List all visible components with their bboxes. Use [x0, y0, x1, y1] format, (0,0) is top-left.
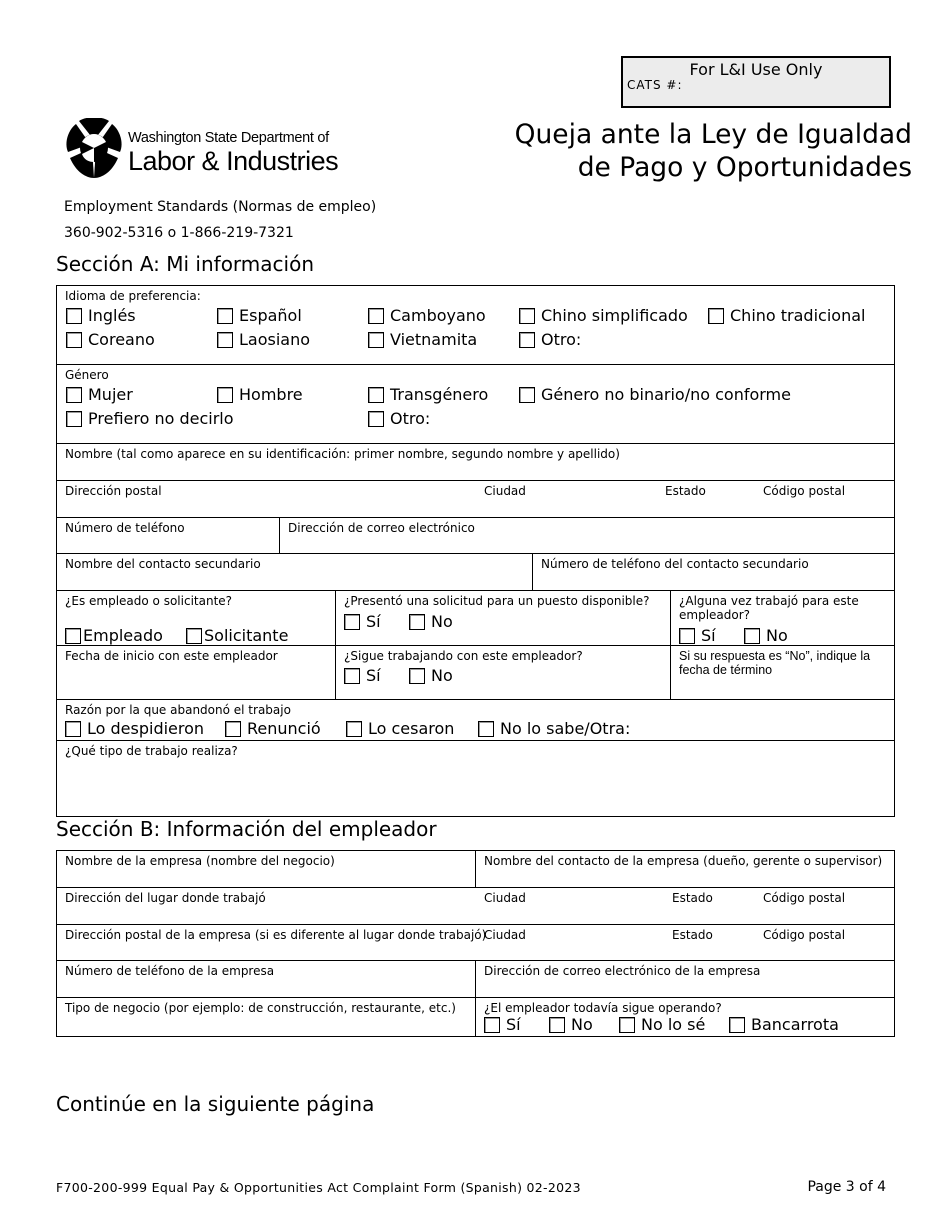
checkbox[interactable]: [217, 332, 233, 348]
zip-label: Código postal: [763, 484, 846, 498]
work-type-field[interactable]: ¿Qué tipo de trabajo realiza?: [57, 741, 895, 817]
applied-yes-option[interactable]: Sí: [344, 612, 381, 631]
checkbox[interactable]: [344, 668, 360, 684]
operating-yes-option[interactable]: Sí: [484, 1015, 521, 1034]
worked-no-option[interactable]: No: [744, 626, 788, 645]
checkbox[interactable]: [65, 628, 81, 644]
gender-transgender-option[interactable]: Transgénero: [368, 385, 488, 404]
checkbox[interactable]: [186, 628, 202, 644]
checkbox[interactable]: [549, 1017, 565, 1033]
email-field[interactable]: Dirección de correo electrónico: [280, 518, 895, 554]
checkbox[interactable]: [368, 411, 384, 427]
checkbox[interactable]: [66, 411, 82, 427]
reason-quit-option[interactable]: Renunció: [225, 719, 321, 738]
lang-korean-option[interactable]: Coreano: [66, 330, 155, 349]
checkbox[interactable]: [519, 387, 535, 403]
reason-fired-option[interactable]: Lo despidieron: [65, 719, 204, 738]
applied-position-cell: ¿Presentó una solicitud para un puesto disponible? Sí No: [336, 591, 671, 646]
form-footer: F700-200-999 Equal Pay & Opportunities Act Complaint Form (Spanish) 02-2023: [56, 1180, 581, 1195]
checkbox[interactable]: [368, 332, 384, 348]
language-cell: [57, 286, 895, 365]
reason-other-option[interactable]: No lo sabe/Otra:: [478, 719, 630, 738]
checkbox[interactable]: [519, 308, 535, 324]
page-number: Page 3 of 4: [807, 1179, 886, 1195]
city-label: Ciudad: [484, 484, 526, 498]
lang-vietnamese-option[interactable]: Vietnamita: [368, 330, 477, 349]
business-type-field[interactable]: Tipo de negocio (por ejemplo: de construcción, restaurante, etc.): [57, 998, 476, 1037]
division-name: Employment Standards (Normas de empleo): [64, 199, 377, 215]
section-a-heading: Sección A: Mi información: [56, 252, 314, 276]
gender-male-option[interactable]: Hombre: [217, 385, 303, 404]
section-b-heading: Sección B: Información del empleador: [56, 817, 437, 841]
lni-logo-icon: [64, 118, 124, 180]
lang-chinese-simplified-option[interactable]: Chino simplificado: [519, 306, 688, 325]
checkbox[interactable]: [484, 1017, 500, 1033]
checkbox[interactable]: [729, 1017, 745, 1033]
checkbox[interactable]: [744, 628, 760, 644]
operating-bankrupt-option[interactable]: Bancarrota: [729, 1015, 839, 1034]
checkbox[interactable]: [66, 308, 82, 324]
lang-other-option[interactable]: Otro:: [519, 330, 581, 349]
checkbox[interactable]: [217, 387, 233, 403]
still-operating-cell: ¿El empleador todavía sigue operando? Sí No No lo sé Bancarrota: [476, 998, 895, 1037]
contact-phone: 360-902-5316 o 1-866-219-7321: [64, 225, 294, 241]
work-address-field[interactable]: Dirección del lugar donde trabajó Ciudad Estado Código postal: [57, 888, 895, 925]
checkbox[interactable]: [217, 308, 233, 324]
checkbox[interactable]: [344, 614, 360, 630]
still-working-cell: ¿Sigue trabajando con este empleador? Sí No: [336, 646, 671, 700]
employee-option[interactable]: Empleado: [65, 626, 163, 645]
agency-name-line1: Washington State Department of: [128, 130, 329, 146]
checkbox[interactable]: [708, 308, 724, 324]
form-title-line2: de Pago y Oportunidades: [577, 152, 912, 183]
lang-spanish-option[interactable]: Español: [217, 306, 302, 325]
gender-nonbinary-option[interactable]: Género no binario/no conforme: [519, 385, 791, 404]
agency-name-line2: Labor & Industries: [128, 146, 339, 176]
gender-prefer-not-option[interactable]: Prefiero no decirlo: [66, 409, 234, 428]
lang-cambodian-option[interactable]: Camboyano: [368, 306, 486, 325]
company-email-field[interactable]: Dirección de correo electrónico de la empresa: [476, 961, 895, 998]
checkbox[interactable]: [368, 308, 384, 324]
checkbox[interactable]: [519, 332, 535, 348]
office-use-box: [621, 56, 891, 108]
checkbox[interactable]: [478, 721, 494, 737]
form-title-line1: Queja ante la Ley de Igualdad: [514, 119, 912, 150]
checkbox[interactable]: [346, 721, 362, 737]
section-b-table: [56, 850, 895, 1037]
continue-note: Continúe en la siguiente página: [56, 1092, 375, 1116]
secondary-contact-field[interactable]: Nombre del contacto secundario: [57, 554, 533, 591]
language-label: Idioma de preferencia:: [65, 289, 201, 303]
lang-chinese-traditional-option[interactable]: Chino tradicional: [708, 306, 865, 325]
section-a-table: [56, 285, 895, 817]
checkbox[interactable]: [65, 721, 81, 737]
start-date-field[interactable]: Fecha de inicio con este empleador: [57, 646, 336, 700]
applicant-option[interactable]: Solicitante: [186, 626, 288, 645]
operating-unknown-option[interactable]: No lo sé: [619, 1015, 705, 1034]
still-working-no-option[interactable]: No: [409, 666, 453, 685]
phone-field[interactable]: Número de teléfono: [57, 518, 280, 554]
still-working-yes-option[interactable]: Sí: [344, 666, 381, 685]
operating-no-option[interactable]: No: [549, 1015, 593, 1034]
company-name-field[interactable]: Nombre de la empresa (nombre del negocio): [57, 851, 476, 888]
reason-laid-off-option[interactable]: Lo cesaron: [346, 719, 454, 738]
secondary-contact-phone-field[interactable]: Número de teléfono del contacto secundario: [533, 554, 895, 591]
checkbox[interactable]: [409, 614, 425, 630]
office-use-title: For L&I Use Only: [689, 60, 823, 79]
checkbox[interactable]: [409, 668, 425, 684]
applied-no-option[interactable]: No: [409, 612, 453, 631]
checkbox[interactable]: [66, 332, 82, 348]
worked-before-cell: ¿Alguna vez trabajó para este empleador? Sí No: [671, 591, 895, 646]
cats-number-label: CATS #:: [627, 78, 683, 92]
checkbox[interactable]: [225, 721, 241, 737]
lang-english-option[interactable]: Inglés: [66, 306, 136, 325]
employee-or-applicant-cell: ¿Es empleado o solicitante? Empleado Solicitante: [57, 591, 336, 646]
company-mail-address-field[interactable]: Dirección postal de la empresa (si es diferente al lugar donde trabajó) Ciudad Estado Código postal: [57, 925, 895, 961]
checkbox[interactable]: [679, 628, 695, 644]
checkbox[interactable]: [66, 387, 82, 403]
gender-label: Género: [65, 368, 109, 382]
company-contact-field[interactable]: Nombre del contacto de la empresa (dueño, gerente o supervisor): [476, 851, 895, 888]
state-label: Estado: [665, 484, 706, 498]
gender-cell: [57, 365, 895, 444]
checkbox[interactable]: [619, 1017, 635, 1033]
mailing-address-field[interactable]: Dirección postal Ciudad Estado Código postal: [57, 481, 895, 518]
name-field[interactable]: Nombre (tal como aparece en su identificación: primer nombre, segundo nombre y apellido): [57, 444, 895, 481]
lang-lao-option[interactable]: Laosiano: [217, 330, 310, 349]
worked-yes-option[interactable]: Sí: [679, 626, 716, 645]
reason-left-cell: Razón por la que abandonó el trabajo Lo despidieron Renunció Lo cesaron No lo sabe/Otra:: [57, 700, 895, 741]
end-date-field[interactable]: Si su respuesta es “No”, indique la fecha de término: [671, 646, 895, 700]
gender-other-option[interactable]: Otro:: [368, 409, 430, 428]
checkbox[interactable]: [368, 387, 384, 403]
company-phone-field[interactable]: Número de teléfono de la empresa: [57, 961, 476, 998]
form-title: [515, 118, 912, 184]
gender-female-option[interactable]: Mujer: [66, 385, 133, 404]
